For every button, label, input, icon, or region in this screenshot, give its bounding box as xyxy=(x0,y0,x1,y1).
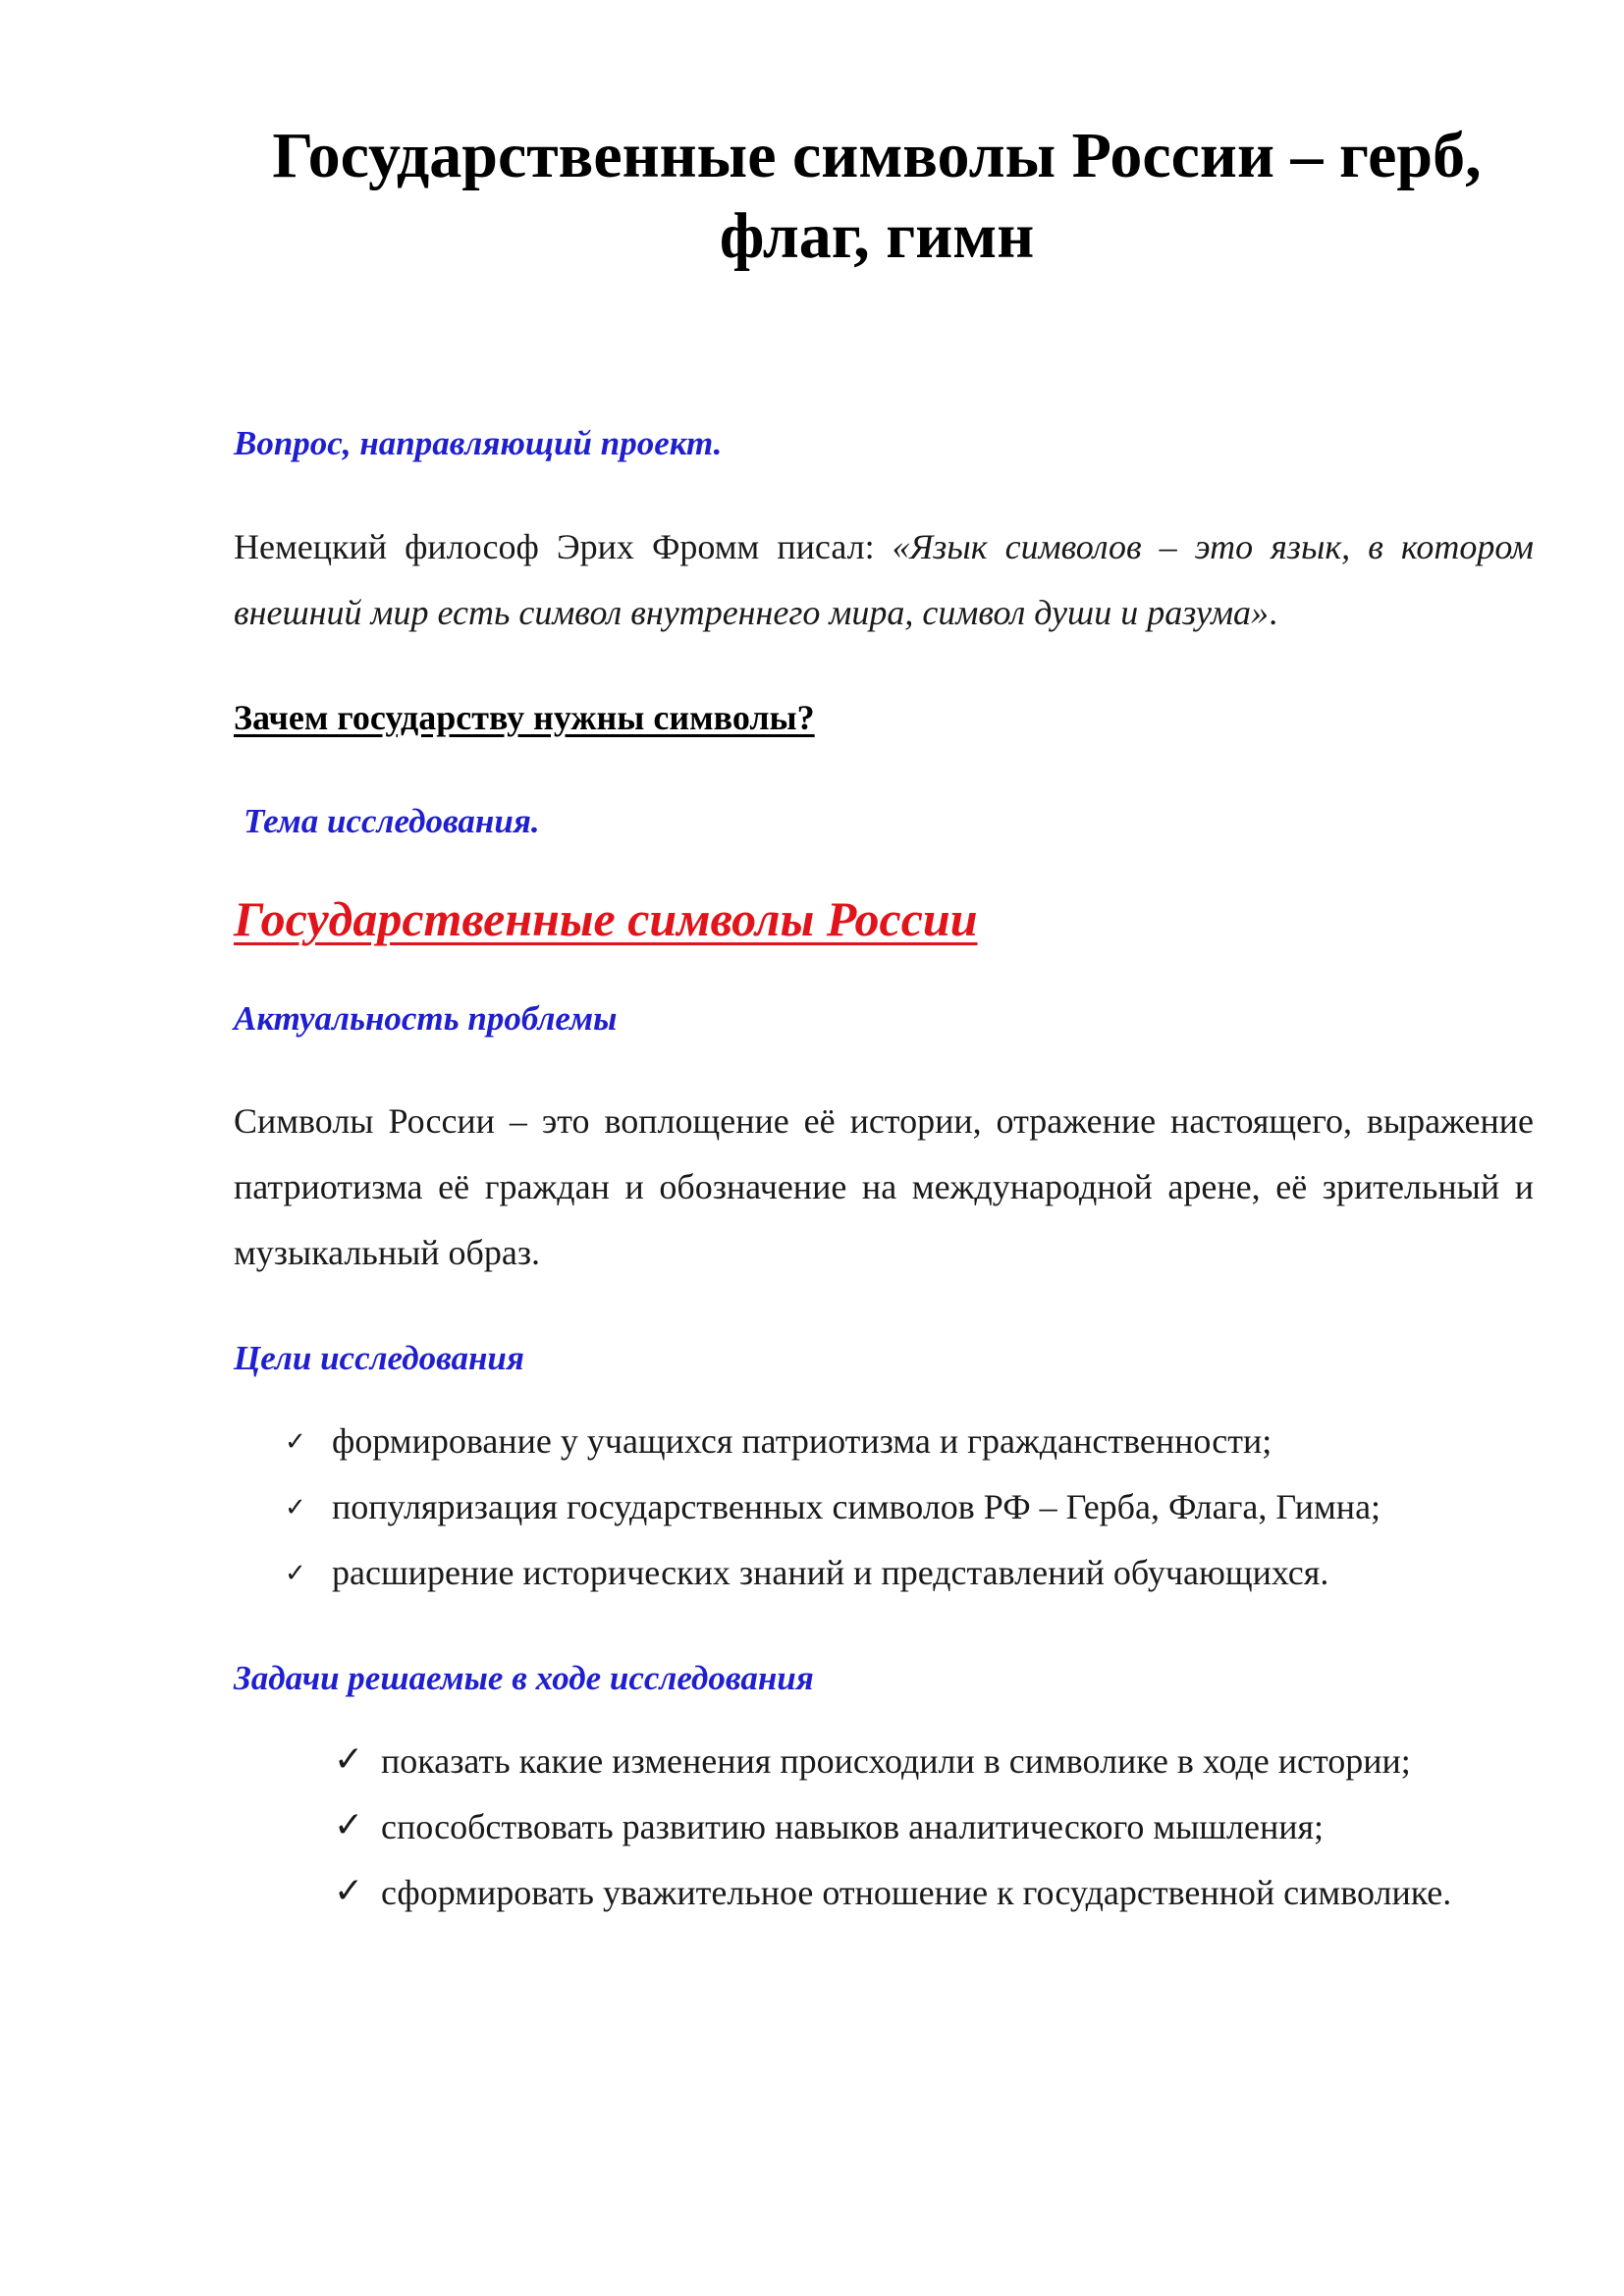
task-item-text: сформировать уважительное отношение к государственной символике. xyxy=(381,1873,1452,1912)
checkmark-icon: ✓ xyxy=(285,1427,306,1456)
quote-end-punct: . xyxy=(1269,593,1278,632)
fromm-quote-paragraph xyxy=(234,514,1534,646)
checkmark-icon: ✓ xyxy=(334,1805,364,1844)
key-question: Зачем государству нужны символы? xyxy=(234,698,815,737)
goals-list xyxy=(285,1409,1380,1606)
fromm-quote: «Язык символов – это язык, в котором внешний мир есть символ внутреннего мира, символ души и разума» xyxy=(234,527,1534,632)
goal-item-text: популяризация государственных символов РФ – Герба, Флага, Гимна; xyxy=(332,1487,1381,1526)
goal-item xyxy=(285,1409,1380,1474)
checkmark-icon: ✓ xyxy=(285,1493,306,1522)
topic-heading: Тема исследования. xyxy=(244,802,540,840)
task-item xyxy=(334,1729,1534,1794)
relevance-paragraph: Символы России – это воплощение её истории, отражение настоящего, выражение патриотизма её граждан и обозначение на международной арене, её зрительный и музыкальный образ. xyxy=(234,1101,1534,1272)
goal-item-text: расширение исторических знаний и представлений обучающихся. xyxy=(332,1553,1329,1592)
checkmark-icon: ✓ xyxy=(334,1871,364,1910)
goal-item-text: формирование у учащихся патриотизма и гражданственности; xyxy=(332,1421,1272,1461)
quote-intro-text: Немецкий философ Эрих Фромм писал: xyxy=(234,527,893,566)
tasks-list xyxy=(334,1729,1534,1926)
tasks-heading: Задачи решаемые в ходе исследования xyxy=(234,1659,814,1697)
task-item xyxy=(334,1794,1534,1860)
task-item-text: способствовать развитию навыков аналитического мышления; xyxy=(381,1807,1325,1846)
relevance-heading: Актуальность проблемы xyxy=(234,999,618,1038)
research-topic: Государственные символы России xyxy=(234,891,978,946)
document-title: Государственные символы России – герб, флаг, гимн xyxy=(272,120,1482,272)
guiding-question-heading: Вопрос, направляющий проект. xyxy=(234,424,723,462)
goal-item xyxy=(285,1540,1380,1606)
checkmark-icon: ✓ xyxy=(285,1559,306,1587)
task-item xyxy=(334,1860,1534,1926)
task-item-text: показать какие изменения происходили в символике в ходе истории; xyxy=(381,1741,1411,1781)
goal-item xyxy=(285,1474,1380,1540)
checkmark-icon: ✓ xyxy=(334,1739,364,1779)
goals-heading: Цели исследования xyxy=(234,1339,524,1377)
